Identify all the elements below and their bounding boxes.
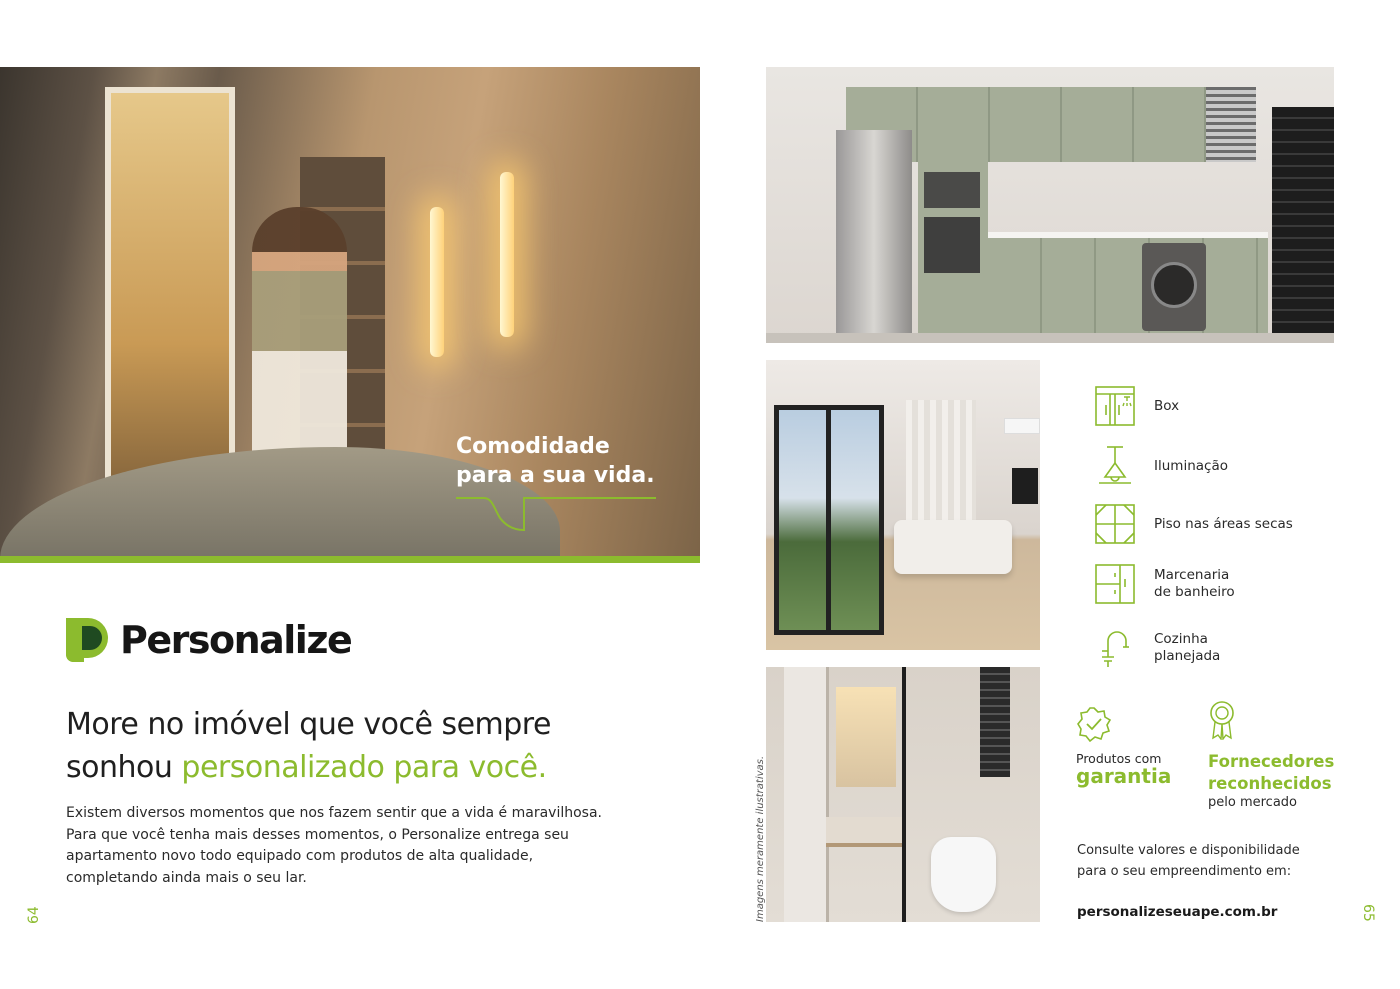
headline-line [66,746,666,789]
brand-wordmark: Personalize [120,618,352,662]
cabinet-icon [1094,563,1136,605]
personalize-logo-icon [66,618,108,662]
website-link[interactable]: personalizeseuape.com.br [1077,904,1278,920]
feature-label: Piso nas áreas secas [1154,515,1293,532]
badge-garantia-big: garantia [1076,764,1172,788]
badge-garantia-small: Produtos com [1076,751,1162,766]
body-line: Para que você tenha mais desses momentos, o Personalize entrega seu [66,826,569,843]
floor-tiles-icon [1094,503,1136,545]
photo-mirror [836,687,896,787]
photo-microwave [924,172,980,208]
hero-accent-bar [0,556,700,563]
photo-washer-door [1151,262,1197,308]
photo-door [1272,107,1334,343]
photo-door [105,87,235,517]
photo-oven [924,217,980,273]
check-seal-icon [1076,706,1112,742]
photo-floor [766,333,1334,343]
shower-box-icon [1094,385,1136,427]
photo-sofa [894,520,1012,574]
badge-garantia [1076,706,1196,786]
body-line: Existem diversos momentos que nos fazem sentir que a vida é maravilhosa. [66,805,602,821]
badge-fornecedores [1208,700,1358,815]
page-number-right: 65 [1360,904,1376,922]
feature-label: Box [1154,397,1180,414]
headline-highlight: personalizado para você. [181,750,547,785]
body-line: apartamento novo todo equipado com produtos de alta qualidade, [66,848,534,864]
brand-logo [66,617,386,663]
photo-lower-cabinets [988,238,1268,333]
headline-line: More no imóvel que você sempre [66,707,551,742]
photo-wall-lamp [430,207,444,357]
feature-item-piso [1094,502,1334,546]
photo-kitchen [766,67,1334,343]
images-disclaimer: Imagens meramente ilustrativas. [755,755,766,922]
photo-vanity [826,817,906,847]
photo-tv [1012,468,1038,504]
feature-label: Cozinha planejada [1154,631,1221,664]
page-number-left: 64 [26,906,42,924]
photo-toilet [931,837,996,912]
photo-shower-glass [902,667,906,922]
headline [66,703,666,789]
photo-wall-lamp [500,172,514,337]
photo-countertop [988,232,1268,238]
badge-fornecedores-big: Fornecedores reconhecidos [1208,752,1335,793]
photo-air-conditioner [1004,418,1040,434]
award-ribbon-icon [1208,700,1236,740]
photo-window [980,667,1010,777]
feature-item-marcenaria [1094,562,1334,606]
speech-bubble-underline [456,494,656,534]
photo-window-frame [826,405,831,635]
hero-caption-line: para a sua vida. [456,463,655,488]
faucet-icon [1094,627,1136,669]
feature-item-cozinha [1094,626,1334,670]
feature-label: Marcenaria de banheiro [1154,567,1235,600]
photo-living-room [766,360,1040,650]
photo-bathroom [766,667,1040,922]
photo-fridge [836,130,912,334]
feature-item-box [1094,384,1334,428]
body-line: completando ainda mais o seu lar. [66,869,307,886]
contact-text: Consulte valores e disponibilidade para o seu empreendimento em: [1077,843,1300,879]
hero-caption-line: Comodidade [456,434,610,459]
pendant-lamp-icon [1094,445,1136,487]
feature-item-iluminacao [1094,444,1334,488]
feature-label: Iluminação [1154,457,1228,474]
photo-door [784,667,829,922]
body-paragraph [66,803,626,889]
badge-fornecedores-small: pelo mercado [1208,795,1297,810]
hero-caption [456,432,696,490]
photo-vent [1206,87,1256,162]
headline-plain: sonhou [66,750,182,785]
